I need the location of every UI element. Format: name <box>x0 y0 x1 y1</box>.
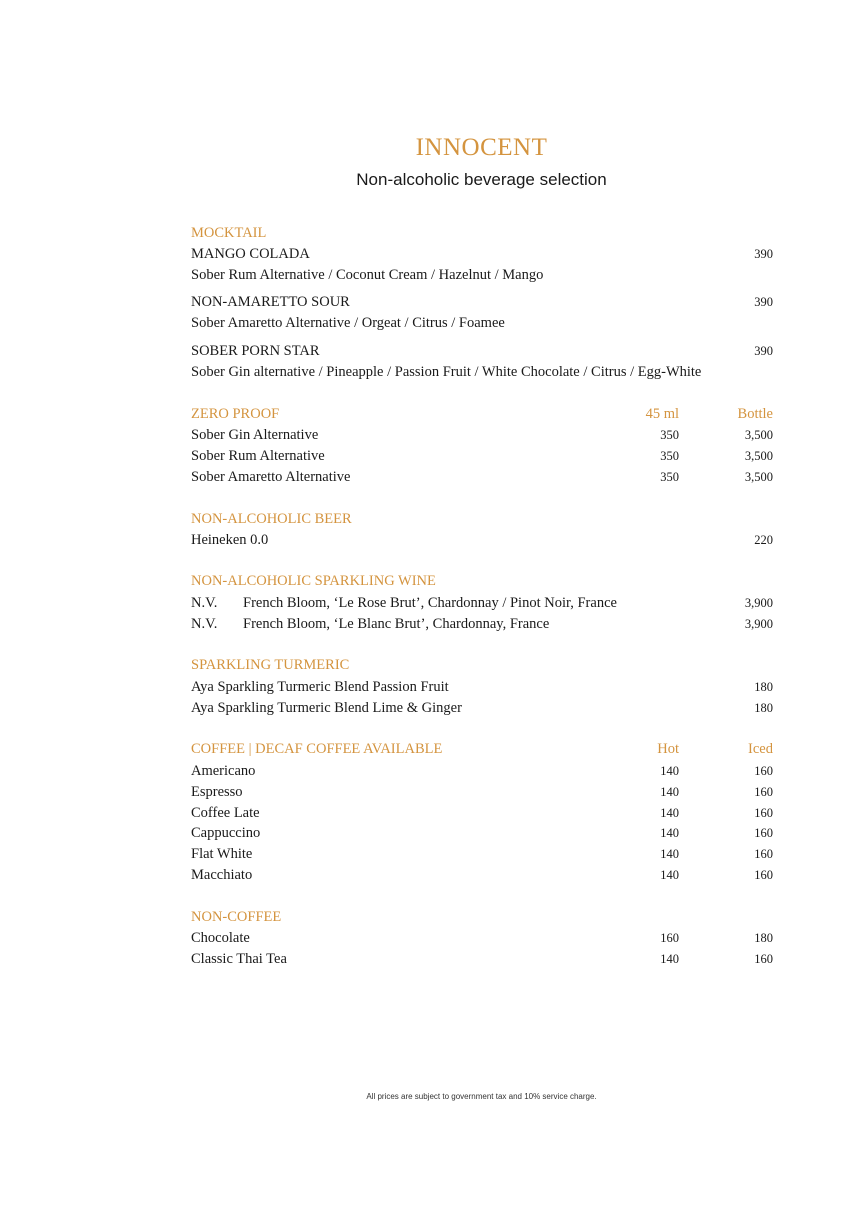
column-header-45ml: 45 ml <box>645 406 679 422</box>
item-price: 3,900 <box>744 617 773 631</box>
menu-item <box>191 529 773 551</box>
page-title: INNOCENT <box>415 134 548 161</box>
item-name: MANGO COLADA <box>191 246 310 262</box>
item-price-iced: 160 <box>754 868 773 882</box>
item-price-iced: 160 <box>754 826 773 840</box>
item-price-bottle: 3,500 <box>744 449 773 463</box>
menu-item <box>191 424 773 446</box>
item-price-hot: 140 <box>660 785 679 799</box>
menu-item <box>191 864 773 886</box>
item-name: Chocolate <box>191 930 250 946</box>
menu-item-description <box>191 361 773 383</box>
section-heading-turmeric <box>191 654 773 676</box>
item-price-hot: 140 <box>660 764 679 778</box>
item-name: Aya Sparkling Turmeric Blend Passion Fruit <box>191 679 449 695</box>
section-heading-sparkling-wine <box>191 570 773 592</box>
menu-item-description <box>191 264 773 286</box>
item-description: Sober Gin alternative / Pineapple / Passion Fruit / White Chocolate / Citrus / Egg-White <box>191 364 702 380</box>
item-name: Espresso <box>191 784 243 800</box>
menu-item <box>191 802 773 824</box>
menu-item <box>191 948 773 970</box>
item-price: 3,900 <box>744 596 773 610</box>
item-name: Aya Sparkling Turmeric Blend Lime & Ginger <box>191 700 462 716</box>
section-heading-non-coffee <box>191 906 773 928</box>
item-price-45ml: 350 <box>660 470 679 484</box>
item-price: 180 <box>754 701 773 715</box>
menu-item <box>191 781 773 803</box>
menu-item <box>191 445 773 467</box>
item-price: 220 <box>754 533 773 547</box>
menu-item <box>191 697 773 719</box>
item-price-45ml: 350 <box>660 428 679 442</box>
item-name: Sober Gin Alternative <box>191 427 319 443</box>
menu-item <box>191 676 773 698</box>
item-price: 180 <box>754 680 773 694</box>
item-name: Coffee Late <box>191 805 260 821</box>
menu-item <box>191 291 773 313</box>
item-name: Sober Rum Alternative <box>191 448 325 464</box>
item-price-bottle: 3,500 <box>744 470 773 484</box>
menu-item <box>191 822 773 844</box>
item-name: French Bloom, ‘Le Blanc Brut’, Chardonnay, France <box>243 616 550 632</box>
item-name: Americano <box>191 763 256 779</box>
menu-item <box>191 466 773 488</box>
item-name: French Bloom, ‘Le Rose Brut’, Chardonnay / Pinot Noir, France <box>243 595 617 611</box>
section-heading-label: COFFEE | DECAF COFFEE AVAILABLE <box>191 741 443 757</box>
menu-item <box>191 613 773 635</box>
item-price-iced: 160 <box>754 785 773 799</box>
item-price-iced: 160 <box>754 847 773 861</box>
item-price-hot: 140 <box>660 952 679 966</box>
footer-note: All prices are subject to government tax and 10% service charge. <box>366 1092 597 1101</box>
section-heading-mocktail <box>191 222 773 244</box>
item-vintage: N.V. <box>191 595 218 611</box>
item-description: Sober Amaretto Alternative / Orgeat / Citrus / Foamee <box>191 315 505 331</box>
section-heading-label: NON-ALCOHOLIC SPARKLING WINE <box>191 573 436 589</box>
item-name: SOBER PORN STAR <box>191 343 320 359</box>
item-price-hot: 160 <box>660 931 679 945</box>
section-heading-label: MOCKTAIL <box>191 225 267 241</box>
section-heading-label: NON-COFFEE <box>191 909 282 925</box>
item-price: 390 <box>754 344 773 358</box>
menu-item <box>191 927 773 949</box>
item-price-iced: 160 <box>754 764 773 778</box>
item-price-iced: 160 <box>754 806 773 820</box>
item-price-hot: 140 <box>660 826 679 840</box>
item-price-bottle: 3,500 <box>744 428 773 442</box>
item-name: NON-AMARETTO SOUR <box>191 294 350 310</box>
item-price: 390 <box>754 295 773 309</box>
section-heading-label: SPARKLING TURMERIC <box>191 657 350 673</box>
item-name: Macchiato <box>191 867 253 883</box>
item-price-hot: 140 <box>660 847 679 861</box>
item-price-hot: 140 <box>660 868 679 882</box>
item-name: Sober Amaretto Alternative <box>191 469 351 485</box>
item-name: Heineken 0.0 <box>191 532 269 548</box>
menu-item <box>191 243 773 265</box>
item-price-45ml: 350 <box>660 449 679 463</box>
item-description: Sober Rum Alternative / Coconut Cream / Hazelnut / Mango <box>191 267 544 283</box>
section-heading-label: ZERO PROOF <box>191 406 280 422</box>
menu-item <box>191 340 773 362</box>
column-header-iced: Iced <box>748 741 773 757</box>
section-heading-coffee <box>191 738 773 760</box>
menu-item <box>191 843 773 865</box>
menu-item-description <box>191 312 773 334</box>
item-name: Flat White <box>191 846 253 862</box>
item-price-iced: 160 <box>754 952 773 966</box>
section-heading-beer <box>191 508 773 530</box>
item-price: 390 <box>754 247 773 261</box>
page-subtitle: Non-alcoholic beverage selection <box>356 170 607 189</box>
item-name: Classic Thai Tea <box>191 951 287 967</box>
item-price-hot: 140 <box>660 806 679 820</box>
section-heading-label: NON-ALCOHOLIC BEER <box>191 511 352 527</box>
item-price-iced: 180 <box>754 931 773 945</box>
menu-item <box>191 760 773 782</box>
column-header-hot: Hot <box>657 741 679 757</box>
column-header-bottle: Bottle <box>737 406 773 422</box>
item-name: Cappuccino <box>191 825 261 841</box>
section-heading-zero-proof <box>191 403 773 425</box>
item-vintage: N.V. <box>191 616 218 632</box>
menu-item <box>191 592 773 614</box>
